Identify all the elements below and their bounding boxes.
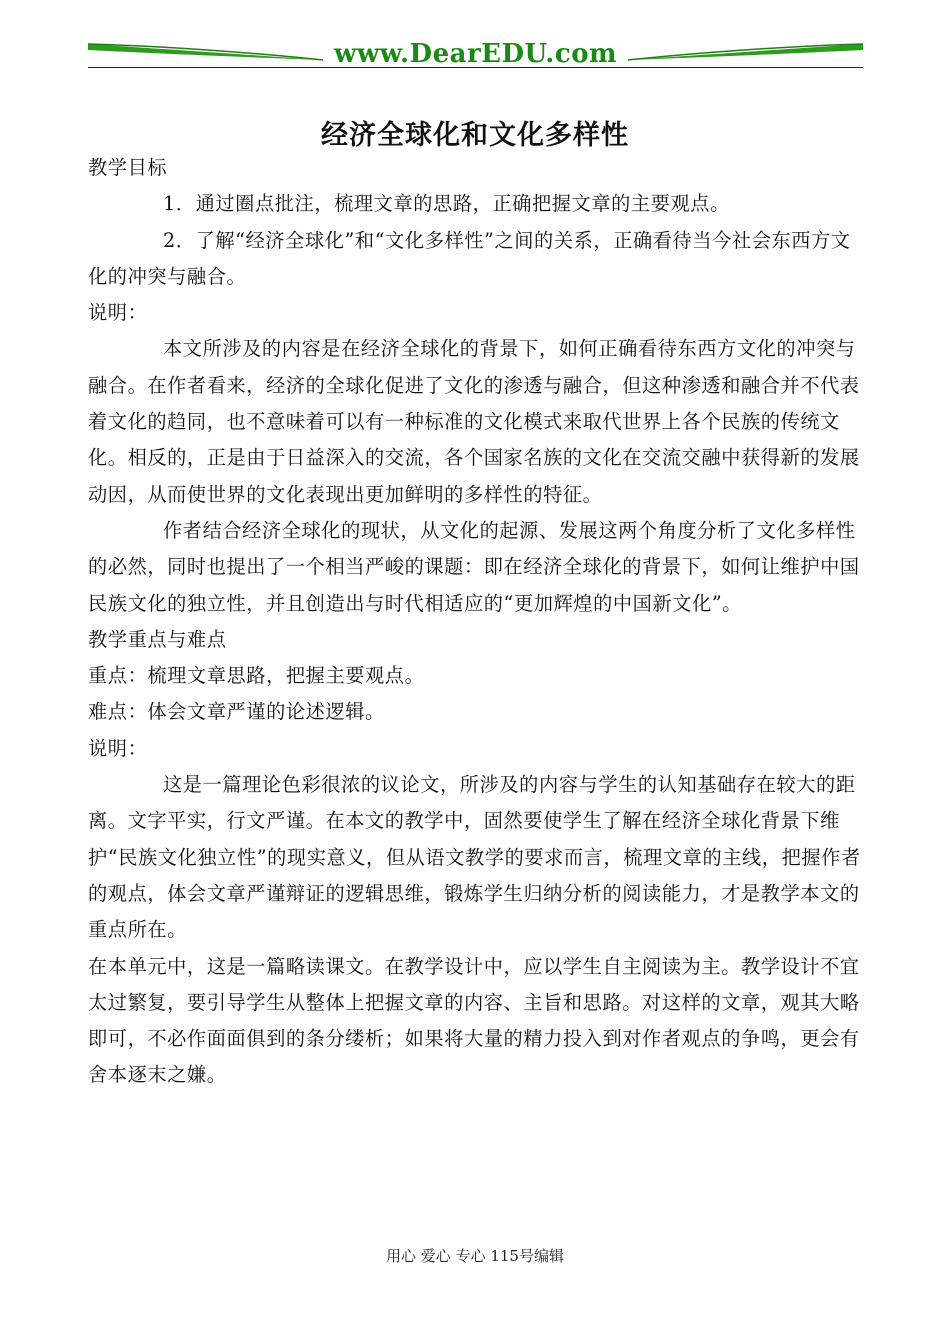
note-2-paragraph-1: 这是一篇理论色彩很浓的议论文，所涉及的内容与学生的认知基础存在较大的距离。文字平实，行文严谨。在本文的教学中，固然要使学生了解在经济全球化背景下维护“民族文化独立性”的现实意义，但从语文教学的要求而言，梳理文章的主线，把握作者的观点，体会文章严谨辩证的逻辑思维，锻炼学生归纳分析的阅读能力，才是教学本文的重点所在。 — [88, 773, 861, 942]
page-title: 经济全球化和文化多样性 — [321, 120, 629, 151]
header-rule — [88, 67, 863, 68]
page-footer: 用心 爱心 专心 115号编辑 — [386, 1247, 564, 1265]
key-points-heading: 教学重点与难点 — [88, 627, 227, 651]
teaching-goals-heading: 教学目标 — [88, 156, 168, 179]
goal-item-1: 1．通过圈点批注，梳理文章的思路，正确把握文章的主要观点。 — [163, 192, 730, 216]
note-1-paragraph-1: 本文所涉及的内容是在经济全球化的背景下，如何正确看待东西方文化的冲突与融合。在作者看来，经济的全球化促进了文化的渗透与融合，但这种渗透和融合并不代表着文化的趋同，也不意味着可以有一种标准的文化模式来取代世界上各个民族的传统文化。相反的，正是由于日益深入的交流，各个国家名族的文化在交流交融中获得新的发展动因，从而使世界的文化表现出更加鲜明的多样性的特征。 — [88, 337, 860, 506]
note-1-paragraph-2: 作者结合经济全球化的现状，从文化的起源、发展这两个角度分析了文化多样性的必然，同时也提出了一个相当严峻的课题：即在经济全球化的背景下，如何让维护中国民族文化的独立性，并且创造出与时代相适应的“更加辉煌的中国新文化”。 — [88, 518, 860, 615]
site-logo-text: www.DearEDU.com — [333, 39, 618, 69]
document-body — [88, 150, 866, 1094]
note-heading-2: 说明： — [88, 736, 148, 760]
difficult-point-line: 难点：体会文章严谨的论述逻辑。 — [88, 700, 385, 724]
page-header — [88, 38, 863, 72]
goal-item-2: 2．了解“经济全球化”和“文化多样性”之间的关系，正确看待当今社会东西方文化的冲突与融合。 — [88, 228, 851, 288]
key-point-line: 重点：梳理文章思路，把握主要观点。 — [88, 664, 425, 688]
note-heading-1: 说明： — [88, 301, 148, 325]
note-2-paragraph-2: 在本单元中，这是一篇略读课文。在教学设计中，应以学生自主阅读为主。教学设计不宜太过繁复，要引导学生从整体上把握文章的内容、主旨和思路。对这样的文章，观其大略即可，不必作面面俱到的条分缕析；如果将大量的精力投入到对作者观点的争鸣，更会有舍本逐末之嫌。 — [88, 954, 860, 1087]
